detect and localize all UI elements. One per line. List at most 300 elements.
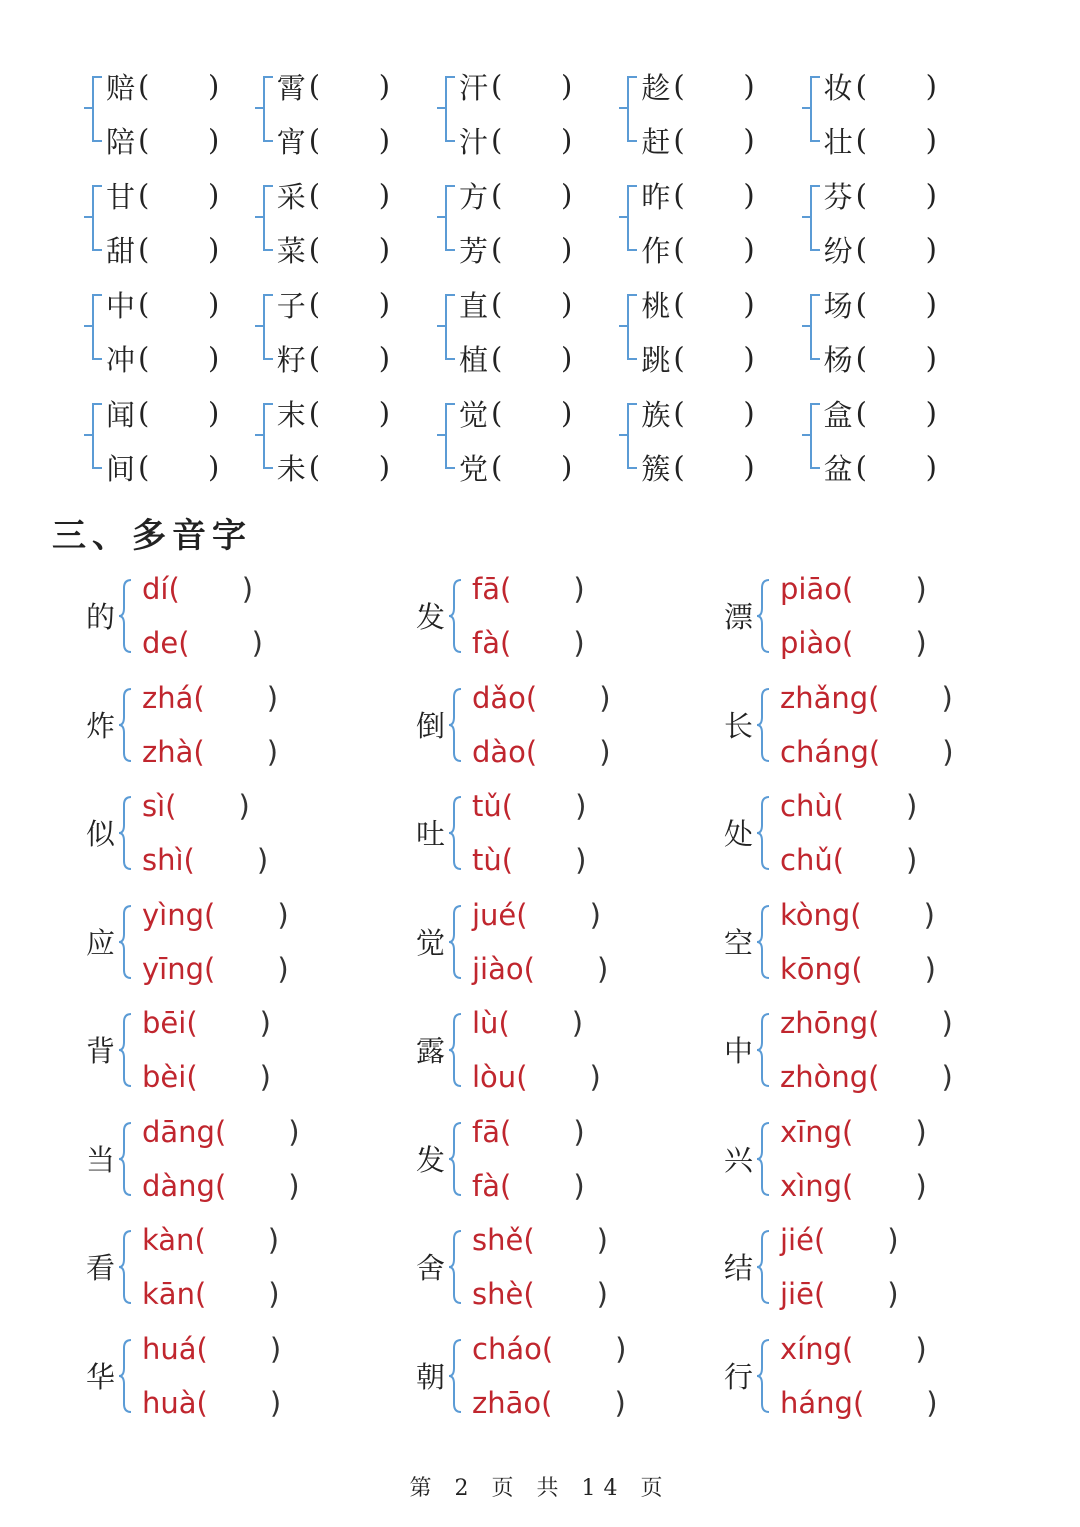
hanzi-character: 杨 <box>823 342 853 377</box>
pinyin-reading: bèi <box>142 1060 187 1094</box>
answer-blank-open[interactable]: ( <box>673 178 685 212</box>
polyphone-character: 处 <box>724 817 754 851</box>
pair-line <box>106 168 219 222</box>
pair-line <box>459 222 572 276</box>
polyphone-item <box>412 1213 720 1322</box>
answer-blank-open: ( <box>196 1385 208 1420</box>
answer-blank-open: ( <box>499 1114 512 1149</box>
character-pair <box>263 276 445 385</box>
answer-blank-close: ) <box>268 1277 280 1311</box>
curly-brace-icon <box>448 578 462 654</box>
answer-blank-close: ) <box>923 897 935 932</box>
section-heading: 三、多音字 <box>52 516 252 556</box>
answer-blank-open[interactable]: ( <box>673 341 685 375</box>
hanzi-character: 方 <box>459 179 489 214</box>
curly-brace-icon <box>756 795 770 871</box>
pair-line <box>459 277 572 331</box>
character-pair <box>92 385 263 494</box>
answer-blank-open: ( <box>832 789 845 823</box>
answer-blank-open[interactable]: ( <box>138 450 150 484</box>
pair-line <box>106 386 219 440</box>
bracket-icon <box>263 76 273 142</box>
answer-blank-open: ( <box>516 897 528 932</box>
answer-blank-open: ( <box>194 1277 207 1311</box>
answer-blank-open: ( <box>523 951 535 986</box>
hanzi-character: 末 <box>276 397 306 432</box>
polyphone-row <box>82 671 1042 780</box>
answer-blank-close: ) <box>743 341 755 375</box>
curly-brace-icon <box>118 1121 132 1197</box>
pinyin-reading: zhà <box>142 734 194 769</box>
pinyin-reading: dào <box>472 734 526 769</box>
pair-line <box>106 277 219 331</box>
curly-brace-icon <box>448 1229 462 1305</box>
reading-line <box>142 1213 279 1267</box>
polyphone-item <box>720 996 1040 1105</box>
reading-line <box>142 1050 271 1104</box>
answer-blank-close: ) <box>259 1006 271 1040</box>
answer-blank-open: ( <box>842 1114 854 1149</box>
answer-blank-open[interactable]: ( <box>673 232 685 266</box>
pinyin-reading: jié <box>780 1223 814 1257</box>
reading-line <box>142 562 253 616</box>
reading-line <box>142 1322 281 1376</box>
hanzi-character: 场 <box>823 288 853 323</box>
reading-line <box>780 616 927 670</box>
hanzi-character: 桃 <box>641 288 671 323</box>
bracket-icon <box>810 294 820 360</box>
answer-blank-close: ) <box>208 341 220 375</box>
hanzi-character: 汗 <box>459 70 489 105</box>
reading-line <box>780 1159 927 1213</box>
pinyin-reading: de <box>142 626 179 660</box>
character-pair <box>627 276 809 385</box>
curly-brace-icon <box>756 1121 770 1197</box>
pair-line <box>824 59 937 113</box>
hanzi-character: 直 <box>459 288 489 323</box>
answer-blank-open[interactable]: ( <box>491 450 503 484</box>
pair-line <box>824 440 937 494</box>
answer-blank-close: ) <box>589 1060 601 1094</box>
polyphone-item <box>412 996 720 1105</box>
pinyin-reading: chù <box>780 789 833 823</box>
answer-blank-close: ) <box>915 626 927 660</box>
answer-blank-close: ) <box>925 69 937 103</box>
answer-blank-close: ) <box>925 287 937 321</box>
curly-brace-icon <box>118 904 132 980</box>
answer-blank-close: ) <box>925 396 937 430</box>
answer-blank-open[interactable]: ( <box>308 232 321 266</box>
pinyin-reading: shè <box>472 1277 524 1311</box>
polyphone-character: 长 <box>724 708 754 743</box>
bracket-icon <box>445 76 455 142</box>
hanzi-character: 芳 <box>459 233 489 268</box>
answer-blank-open[interactable]: ( <box>855 287 867 321</box>
pinyin-reading: zhá <box>142 680 194 715</box>
reading-line <box>780 942 936 996</box>
reading-line <box>780 1376 938 1430</box>
pair-line <box>641 331 754 385</box>
answer-blank-open[interactable]: ( <box>491 178 503 212</box>
answer-blank-open: ( <box>214 1114 227 1149</box>
polyphone-row <box>82 779 1042 888</box>
answer-blank-open[interactable]: ( <box>491 232 503 266</box>
answer-blank-open[interactable]: ( <box>308 341 321 375</box>
answer-blank-close: ) <box>571 1006 584 1040</box>
reading-line <box>472 996 583 1050</box>
answer-blank-open[interactable]: ( <box>308 450 321 484</box>
pair-line <box>106 113 219 167</box>
answer-blank-open[interactable]: ( <box>491 123 503 157</box>
reading-line <box>472 1322 627 1376</box>
character-pair <box>263 58 445 167</box>
answer-blank-close: ) <box>925 123 937 157</box>
pair-line <box>277 113 390 167</box>
hanzi-character: 采 <box>276 179 306 214</box>
answer-blank-open[interactable]: ( <box>138 178 150 212</box>
polyphone-character: 背 <box>86 1034 116 1068</box>
polyphone-character: 华 <box>86 1359 116 1394</box>
answer-blank-close: ) <box>208 450 220 484</box>
answer-blank-open: ( <box>525 680 538 715</box>
answer-blank-open: ( <box>842 1331 854 1366</box>
pinyin-reading: fà <box>472 626 500 660</box>
curly-brace-icon <box>118 578 132 654</box>
answer-blank-close: ) <box>887 1277 899 1311</box>
polyphone-item <box>82 779 412 888</box>
polyphone-character: 当 <box>86 1142 116 1177</box>
polyphone-item <box>412 888 720 997</box>
reading-line <box>142 779 250 833</box>
answer-blank-open: ( <box>868 1060 880 1094</box>
answer-blank-open: ( <box>868 734 881 769</box>
polyphone-item <box>82 996 412 1105</box>
answer-blank-open[interactable]: ( <box>138 69 150 103</box>
reading-line <box>472 942 608 996</box>
answer-blank-close: ) <box>573 1168 585 1203</box>
hanzi-character: 霄 <box>276 70 306 105</box>
pinyin-reading: chǔ <box>780 843 833 877</box>
character-pair <box>445 385 627 494</box>
pinyin-reading: zhāo <box>472 1385 542 1420</box>
polyphone-character: 露 <box>416 1034 446 1068</box>
answer-blank-close: ) <box>743 123 755 157</box>
reading-line <box>780 671 953 725</box>
hanzi-character: 闻 <box>106 397 136 432</box>
character-pair <box>263 167 445 276</box>
polyphone-item <box>412 779 720 888</box>
answer-blank-open[interactable]: ( <box>673 450 685 484</box>
hanzi-character: 中 <box>106 288 136 323</box>
answer-blank-open[interactable]: ( <box>138 396 150 430</box>
answer-blank-open[interactable]: ( <box>308 69 321 103</box>
bracket-icon <box>810 76 820 142</box>
reading-line <box>780 562 927 616</box>
reading-line <box>472 1105 585 1159</box>
bracket-icon <box>810 185 820 251</box>
hanzi-character: 汁 <box>459 124 489 159</box>
character-pair <box>445 276 627 385</box>
answer-blank-open[interactable]: ( <box>855 396 867 430</box>
pair-line <box>277 168 390 222</box>
hanzi-character: 芬 <box>823 179 853 214</box>
answer-blank-open: ( <box>186 1060 198 1094</box>
answer-blank-open: ( <box>516 1060 528 1094</box>
pair-line <box>459 168 572 222</box>
reading-line <box>472 1159 585 1213</box>
pinyin-reading: kān <box>142 1277 195 1311</box>
pair-row <box>92 58 992 167</box>
hanzi-character: 冲 <box>106 342 136 377</box>
answer-blank-open: ( <box>868 1006 880 1040</box>
answer-blank-close: ) <box>743 69 755 103</box>
pair-line <box>459 386 572 440</box>
pair-line <box>277 331 390 385</box>
pair-line <box>277 222 390 276</box>
polyphone-character: 漂 <box>724 600 754 634</box>
polyphone-character: 舍 <box>416 1251 446 1285</box>
pair-row <box>92 276 992 385</box>
answer-blank-close: ) <box>596 1277 608 1311</box>
answer-blank-close: ) <box>561 341 573 375</box>
similar-characters-grid <box>92 58 992 494</box>
answer-blank-open: ( <box>165 789 177 823</box>
polyphone-item <box>720 888 1040 997</box>
curly-brace-icon <box>118 795 132 871</box>
reading-line <box>142 1376 281 1430</box>
answer-blank-open: ( <box>851 951 863 986</box>
answer-blank-open[interactable]: ( <box>673 396 685 430</box>
answer-blank-open[interactable]: ( <box>308 287 321 321</box>
reading-line <box>472 779 586 833</box>
answer-blank-close: ) <box>743 396 755 430</box>
polyphone-item <box>82 562 412 671</box>
answer-blank-open: ( <box>523 1223 535 1257</box>
hanzi-character: 未 <box>276 451 306 486</box>
bracket-icon <box>92 403 102 469</box>
answer-blank-close: ) <box>573 626 585 660</box>
polyphone-item <box>82 888 412 997</box>
answer-blank-open[interactable]: ( <box>138 232 150 266</box>
pinyin-reading: piào <box>780 626 842 660</box>
polyphone-row <box>82 1105 1042 1214</box>
pinyin-reading: tǔ <box>472 789 502 823</box>
answer-blank-close: ) <box>259 1060 271 1094</box>
curly-brace-icon <box>448 687 462 763</box>
character-pair <box>263 385 445 494</box>
answer-blank-open[interactable]: ( <box>855 450 867 484</box>
answer-blank-close: ) <box>267 1223 280 1257</box>
answer-blank-open[interactable]: ( <box>673 123 685 157</box>
pinyin-reading: kàn <box>142 1223 195 1257</box>
answer-blank-open[interactable]: ( <box>138 341 150 375</box>
answer-blank-open: ( <box>183 843 195 877</box>
curly-brace-icon <box>756 578 770 654</box>
polyphone-item <box>82 671 412 780</box>
answer-blank-open[interactable]: ( <box>138 123 150 157</box>
answer-blank-close: ) <box>924 951 936 986</box>
reading-line <box>780 996 953 1050</box>
pinyin-reading: dàng <box>142 1168 215 1203</box>
answer-blank-open[interactable]: ( <box>855 341 867 375</box>
answer-blank-close: ) <box>378 341 391 375</box>
answer-blank-close: ) <box>208 232 220 266</box>
pinyin-reading: jiào <box>472 951 524 986</box>
curly-brace-icon <box>448 904 462 980</box>
polyphone-character: 朝 <box>416 1359 446 1394</box>
answer-blank-close: ) <box>269 1385 282 1420</box>
hanzi-character: 间 <box>106 451 136 486</box>
answer-blank-open[interactable]: ( <box>491 396 503 430</box>
pair-line <box>459 331 572 385</box>
polyphone-character: 的 <box>86 600 116 634</box>
polyphone-character: 炸 <box>86 708 116 743</box>
polyphone-row <box>82 562 1042 671</box>
bracket-icon <box>263 185 273 251</box>
pinyin-reading: xīng <box>780 1114 843 1149</box>
answer-blank-open[interactable]: ( <box>491 69 503 103</box>
pinyin-reading: yìng <box>142 897 205 932</box>
answer-blank-close: ) <box>599 734 611 769</box>
answer-blank-open: ( <box>499 626 512 660</box>
answer-blank-close: ) <box>599 680 611 715</box>
pair-line <box>824 168 937 222</box>
pair-line <box>824 386 937 440</box>
pair-line <box>277 440 390 494</box>
answer-blank-open[interactable]: ( <box>855 123 867 157</box>
pinyin-reading: fā <box>472 572 500 606</box>
bracket-icon <box>445 403 455 469</box>
reading-line <box>780 1322 927 1376</box>
pinyin-reading: fā <box>472 1114 500 1149</box>
answer-blank-close: ) <box>915 1168 927 1203</box>
pinyin-reading: zhōng <box>780 1006 869 1040</box>
pinyin-reading: tù <box>472 843 502 877</box>
polyphone-item <box>412 1105 720 1214</box>
answer-blank-open[interactable]: ( <box>491 287 503 321</box>
answer-blank-close: ) <box>573 572 585 606</box>
reading-line <box>780 779 917 833</box>
hanzi-character: 盒 <box>823 397 853 432</box>
reading-line <box>142 725 278 779</box>
polyphone-item <box>412 671 720 780</box>
answer-blank-open: ( <box>842 1168 854 1203</box>
answer-blank-open[interactable]: ( <box>673 69 685 103</box>
answer-blank-open[interactable]: ( <box>491 341 503 375</box>
answer-blank-open[interactable]: ( <box>138 287 150 321</box>
reading-line <box>142 942 289 996</box>
polyphone-character: 兴 <box>724 1142 754 1177</box>
reading-line <box>472 616 585 670</box>
answer-blank-open: ( <box>850 897 862 932</box>
pair-line <box>641 168 754 222</box>
curly-brace-icon <box>756 1012 770 1088</box>
answer-blank-close: ) <box>378 396 391 430</box>
answer-blank-close: ) <box>941 1006 953 1040</box>
answer-blank-open: ( <box>186 1006 198 1040</box>
polyphone-character: 似 <box>86 817 116 851</box>
answer-blank-close: ) <box>266 734 279 769</box>
answer-blank-close: ) <box>743 450 755 484</box>
answer-blank-open[interactable]: ( <box>673 287 685 321</box>
polyphone-character: 发 <box>416 600 446 634</box>
answer-blank-close: ) <box>589 897 601 932</box>
pinyin-reading: zhǎng <box>780 680 869 715</box>
answer-blank-open: ( <box>168 572 180 606</box>
pair-line <box>106 331 219 385</box>
reading-line <box>780 1050 953 1104</box>
character-pair <box>627 167 809 276</box>
pair-row <box>92 167 992 276</box>
answer-blank-close: ) <box>378 69 391 103</box>
pair-line <box>641 113 754 167</box>
curly-brace-icon <box>448 1012 462 1088</box>
reading-line <box>472 562 585 616</box>
answer-blank-open: ( <box>178 626 190 660</box>
answer-blank-open: ( <box>499 1168 512 1203</box>
curly-brace-icon <box>448 795 462 871</box>
character-pair <box>810 276 992 385</box>
answer-blank-open: ( <box>841 572 854 606</box>
bracket-icon <box>445 294 455 360</box>
pinyin-reading: zhòng <box>780 1060 869 1094</box>
answer-blank-open: ( <box>214 1168 227 1203</box>
character-pair <box>92 276 263 385</box>
polyphone-item <box>720 1105 1040 1214</box>
hanzi-character: 赔 <box>106 70 136 105</box>
bracket-icon <box>263 403 273 469</box>
curly-brace-icon <box>118 1012 132 1088</box>
answer-blank-close: ) <box>915 1331 927 1366</box>
answer-blank-open: ( <box>813 1223 826 1257</box>
answer-blank-close: ) <box>925 450 937 484</box>
polyphone-item <box>720 1213 1040 1322</box>
pair-line <box>277 386 390 440</box>
bracket-icon <box>627 185 637 251</box>
answer-blank-close: ) <box>561 450 573 484</box>
pair-row <box>92 385 992 494</box>
answer-blank-close: ) <box>251 626 263 660</box>
answer-blank-open[interactable]: ( <box>308 123 321 157</box>
character-pair <box>627 58 809 167</box>
bracket-icon <box>810 403 820 469</box>
answer-blank-close: ) <box>575 843 587 877</box>
answer-blank-close: ) <box>941 680 953 715</box>
bracket-icon <box>627 294 637 360</box>
answer-blank-open[interactable]: ( <box>855 69 867 103</box>
curly-brace-icon <box>756 904 770 980</box>
pair-line <box>824 331 937 385</box>
reading-line <box>142 616 263 670</box>
answer-blank-open[interactable]: ( <box>855 178 867 212</box>
pinyin-reading: jiē <box>780 1277 814 1311</box>
answer-blank-open[interactable]: ( <box>308 396 321 430</box>
answer-blank-open[interactable]: ( <box>855 232 867 266</box>
answer-blank-close: ) <box>925 341 937 375</box>
answer-blank-open[interactable]: ( <box>308 178 321 212</box>
answer-blank-close: ) <box>256 843 269 877</box>
polyphone-row <box>82 888 1042 997</box>
answer-blank-close: ) <box>941 1060 953 1094</box>
polyphone-character: 空 <box>724 925 754 960</box>
pinyin-reading: yīng <box>142 951 205 986</box>
hanzi-character: 纷 <box>823 233 853 268</box>
pinyin-reading: lòu <box>472 1060 517 1094</box>
curly-brace-icon <box>756 1338 770 1414</box>
answer-blank-close: ) <box>926 1385 938 1420</box>
hanzi-character: 宵 <box>276 124 306 159</box>
polyphone-item <box>82 1213 412 1322</box>
